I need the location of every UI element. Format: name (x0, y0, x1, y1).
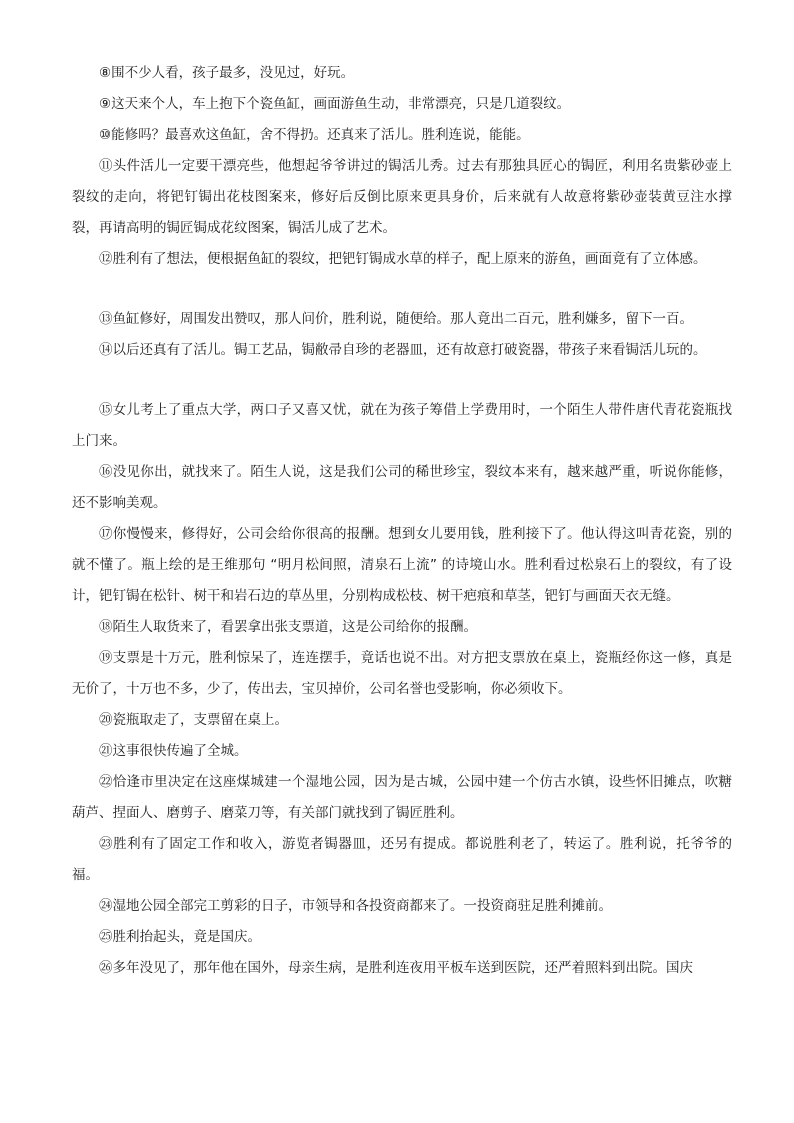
paragraph-14: ⑭以后还真有了活儿。锔工艺品，锔敝帚自珍的老器皿，还有故意打破瓷器，带孩子来看锔活儿玩的。 (99, 342, 707, 358)
paragraph-21: ㉑这事很快传遍了全城。 (99, 743, 248, 759)
paragraph-24: ㉔湿地公园全部完工剪彩的日子，市领导和各投资商都来了。一投资商驻足胜利摊前。 (99, 898, 612, 914)
paragraph-20: ⑳瓷瓶取走了，支票留在桌上。 (99, 712, 288, 728)
paragraph-26: ㉖多年没见了，那年他在国外，母亲生病，是胜利连夜用平板车送到医院，还严着照料到出院。国庆 (99, 960, 693, 976)
paragraph-16: ⑯没见你出，就找来了。陌生人说，这是我们公司的稀世珍宝，裂纹本来有，越来越严重，听说你能修，还不影响美观。 (72, 464, 732, 511)
paragraph-10: ⑩能修吗？最喜欢这鱼缸，舍不得扔。还真来了活儿。胜利连说，能能。 (99, 127, 530, 143)
paragraph-19: ⑲支票是十万元，胜利惊呆了，连连摆手，竟话也说不出。对方把支票放在桌上，瓷瓶经你这一修，真是无价了，十万也不多，少了，传出去，宝贝掉价，公司名誉也受影响，你必须收下。 (72, 650, 732, 697)
blank-line (72, 275, 732, 304)
paragraph-22: ㉒恰逢市里决定在这座煤城建一个湿地公园，因为是古城，公园中建一个仿古水镇，设些怀旧摊点，吹糖葫芦、捏面人、磨剪子、磨菜刀等，有关部门就找到了锔匠胜利。 (72, 774, 732, 821)
blank-line (72, 366, 732, 395)
paragraph-11: ⑪头件活儿一定要干漂亮些，他想起爷爷讲过的锔活儿秀。过去有那独具匠心的锔匠，利用名贵紫砂壶上裂纹的走向，将钯钉锔出花枝图案来，修好后反倒比原来更具身价，后来就有人故意将紫砂壶装黄豆注水撑裂，再请高明的锔匠锔成花纹图案，锔活儿成了艺术。 (72, 158, 732, 236)
paragraph-9: ⑨这天来个人，车上抱下个瓷鱼缸，画面游鱼生动，非常漂亮，只是几道裂纹。 (99, 96, 571, 112)
paragraph-12: ⑫胜利有了想法，便根据鱼缸的裂纹，把钯钉锔成水草的样子，配上原来的游鱼，画面竟有了立体感。 (99, 251, 707, 267)
paragraph-18: ⑱陌生人取货来了，看罢拿出张支票道，这是公司给你的报酬。 (99, 619, 477, 635)
paragraph-17: ⑰你慢慢来，修得好，公司会给你很高的报酬。想到女儿要用钱，胜利接下了。他认得这叫青花瓷，别的就不懂了。瓶上绘的是王维那句 “明月松间照，清泉石上流” 的诗境山水。胜利看过松泉石上的裂纹，有了设计，钯钉锔在松针、树干和岩石边的草丛里，分别构成松枝、树干疤痕和草茎，钯钉与画面天衣无缝。 (72, 526, 732, 604)
document-page (72, 58, 732, 984)
paragraph-8: ⑧围不少人看，孩子最多，没见过，好玩。 (99, 65, 355, 81)
paragraph-25: ㉕胜利抬起头，竟是国庆。 (99, 929, 261, 945)
paragraph-15: ⑮女儿考上了重点大学，两口子又喜又忧，就在为孩子筹借上学费用时，一个陌生人带件唐代青花瓷瓶找上门来。 (72, 402, 732, 449)
paragraph-13: ⑬鱼缸修好，周围发出赞叹，那人问价，胜利说，随便给。那人竟出二百元，胜利嫌多，留下一百。 (99, 311, 693, 327)
paragraph-23: ㉓胜利有了固定工作和收入，游览者锔器皿，还另有提成。都说胜利老了，转运了。胜利说，托爷爷的福。 (72, 836, 732, 883)
